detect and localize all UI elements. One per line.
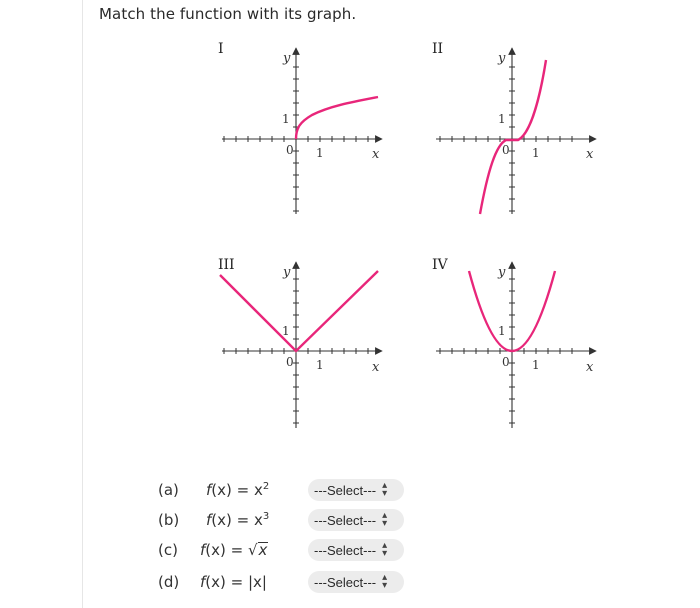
select-chevron-icon: ▴ ▾ [382, 510, 388, 529]
answer-select-d[interactable]: ---Select--- ▴ ▾ [308, 571, 404, 593]
function-expression: $f(x) = x^2$ [206, 481, 270, 499]
y-one-label: 1 [498, 324, 506, 338]
x-one-label: 1 [316, 146, 324, 160]
y-axis-label: y [498, 51, 506, 66]
select-chevron-icon: ▴ ▾ [382, 540, 388, 559]
graph-I [218, 41, 382, 214]
question-prompt: Match the function with its graph. [99, 5, 357, 23]
select-chevron-icon: ▴ ▾ [382, 480, 388, 499]
graph-IV [432, 257, 596, 428]
question-letter: (b) [158, 511, 180, 529]
x-one-label: 1 [532, 146, 540, 160]
answer-select-a[interactable]: ---Select--- ▴ ▾ [308, 479, 404, 501]
y-one-label: 1 [282, 324, 290, 338]
question-row-b [158, 508, 388, 532]
answer-select-c[interactable]: ---Select--- ▴ ▾ [308, 539, 404, 561]
graph-III [218, 257, 382, 428]
y-axis-label: y [283, 265, 291, 280]
sqrt-curve [296, 97, 378, 139]
y-axis-label: y [283, 51, 291, 66]
origin-label: 0 [502, 143, 510, 157]
x-one-label: 1 [532, 358, 540, 372]
graph-numeral: III [218, 257, 235, 273]
y-axis-label: y [498, 265, 506, 280]
question-letter: (d) [158, 573, 180, 591]
x-axis-label: x [372, 147, 380, 162]
function-expression: $f(x) = x^3$ [206, 511, 270, 529]
y-one-label: 1 [282, 112, 290, 126]
x-axis-label: x [586, 360, 594, 375]
graph-numeral: IV [432, 257, 448, 273]
origin-label: 0 [286, 143, 294, 157]
question-row-a [158, 478, 388, 502]
answer-select-b[interactable]: ---Select--- ▴ ▾ [308, 509, 404, 531]
question-row-d [158, 570, 388, 594]
graph-numeral: II [432, 41, 444, 57]
x-axis-label: x [372, 360, 380, 375]
sqrt-radical-icon: √ [247, 541, 258, 559]
question-letter: (c) [158, 541, 178, 559]
question-letter: (a) [158, 481, 179, 499]
select-chevron-icon: ▴ ▾ [382, 572, 388, 591]
function-expression: f(x) = |x| [200, 573, 267, 591]
x-axis-label: x [586, 147, 594, 162]
function-expression: f(x) = √x [200, 541, 268, 559]
x-one-label: 1 [316, 358, 324, 372]
y-one-label: 1 [498, 112, 506, 126]
graph-II [432, 41, 596, 214]
graph-numeral: I [218, 41, 224, 57]
origin-label: 0 [502, 355, 510, 369]
origin-label: 0 [286, 355, 294, 369]
question-row-c [158, 538, 388, 562]
